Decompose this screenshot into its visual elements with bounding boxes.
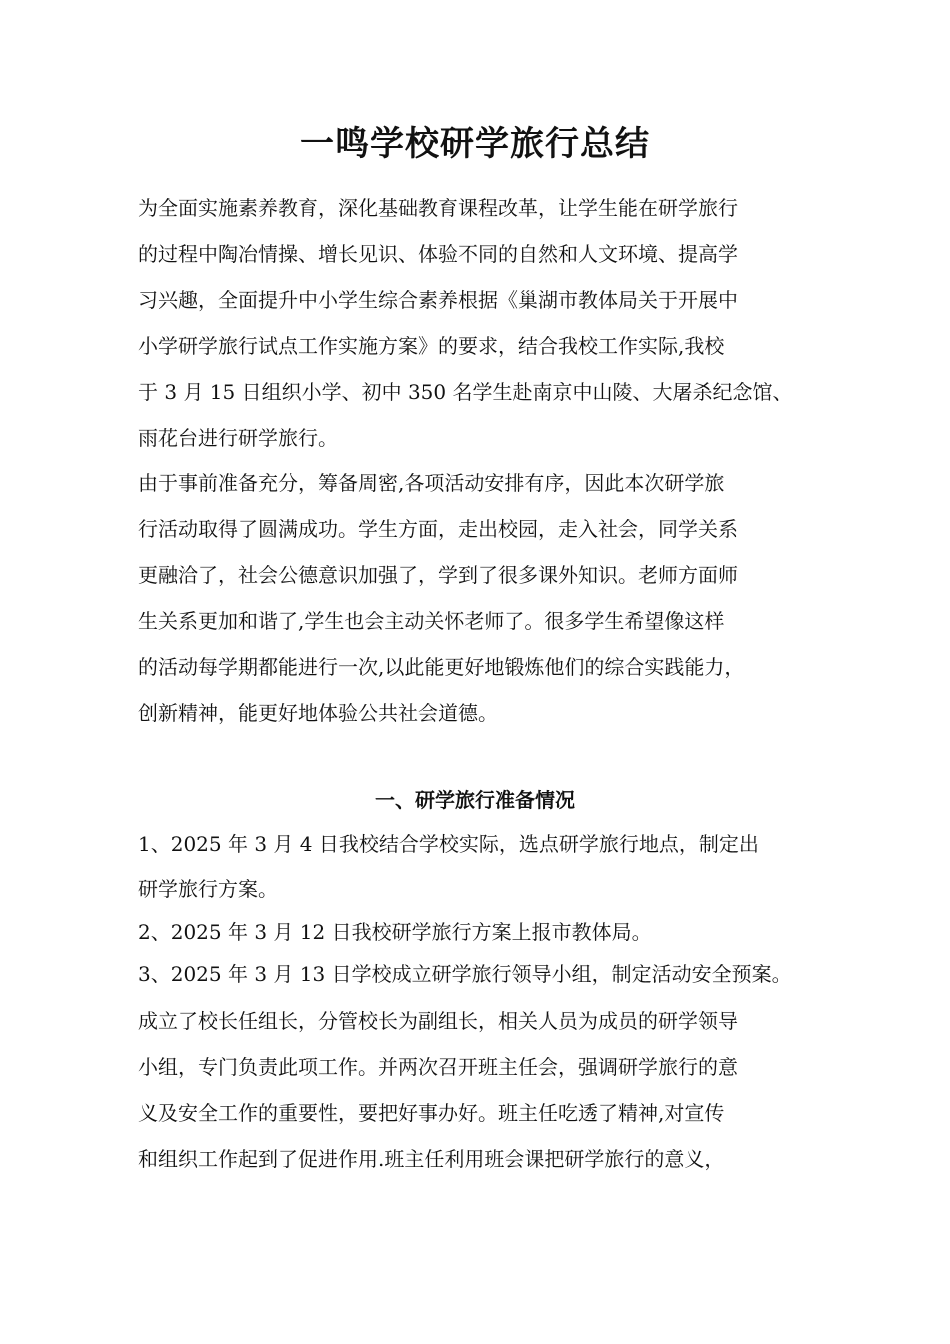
text-line: 成立了校长任组长，分管校长为副组长，相关人员为成员的研学领导 [138, 1009, 738, 1033]
text-line: 更融洽了，社会公德意识加强了，学到了很多课外知识。老师方面师 [138, 563, 738, 587]
text-line: 习兴趣，全面提升中小学生综合素养根据《巢湖市教体局关于开展中 [138, 288, 738, 312]
text-line: 由于事前准备充分，筹备周密,各项活动安排有序，因此本次研学旅 [138, 471, 725, 495]
text-line: 3、2025 年 3 月 13 日学校成立研学旅行领导小组，制定活动安全预案。 [138, 962, 792, 986]
text-line: 和组织工作起到了促进作用.班主任利用班会课把研学旅行的意义， [138, 1147, 725, 1171]
text-line: 为全面实施素养教育，深化基础教育课程改革，让学生能在研学旅行 [138, 196, 738, 220]
text-line: 1、2025 年 3 月 4 日我校结合学校实际，选点研学旅行地点，制定出 [138, 832, 759, 856]
text-line: 义及安全工作的重要性，要把好事办好。班主任吃透了精神,对宣传 [138, 1101, 725, 1125]
text-line: 于 3 月 15 日组织小学、初中 350 名学生赴南京中山陵、大屠杀纪念馆、 [138, 380, 793, 404]
text-line: 的活动每学期都能进行一次,以此能更好地锻炼他们的综合实践能力， [138, 655, 745, 679]
text-line: 的过程中陶冶情操、增长见识、体验不同的自然和人文环境、提高学 [138, 242, 738, 266]
section-heading: 一、研学旅行准备情况 [375, 788, 575, 812]
text-line: 小组，专门负责此项工作。并两次召开班主任会，强调研学旅行的意 [138, 1055, 738, 1079]
text-line: 小学研学旅行试点工作实施方案》的要求，结合我校工作实际,我校 [138, 334, 725, 358]
text-line: 创新精神，能更好地体验公共社会道德。 [138, 701, 498, 725]
document-title: 一鸣学校研学旅行总结 [300, 124, 650, 164]
text-line: 研学旅行方案。 [138, 877, 278, 901]
text-line: 2、2025 年 3 月 12 日我校研学旅行方案上报市教体局。 [138, 920, 652, 944]
text-line: 行活动取得了圆满成功。学生方面，走出校园，走入社会，同学关系 [138, 517, 738, 541]
text-line: 雨花台进行研学旅行。 [138, 426, 338, 450]
text-line: 生关系更加和谐了,学生也会主动关怀老师了。很多学生希望像这样 [138, 609, 725, 633]
